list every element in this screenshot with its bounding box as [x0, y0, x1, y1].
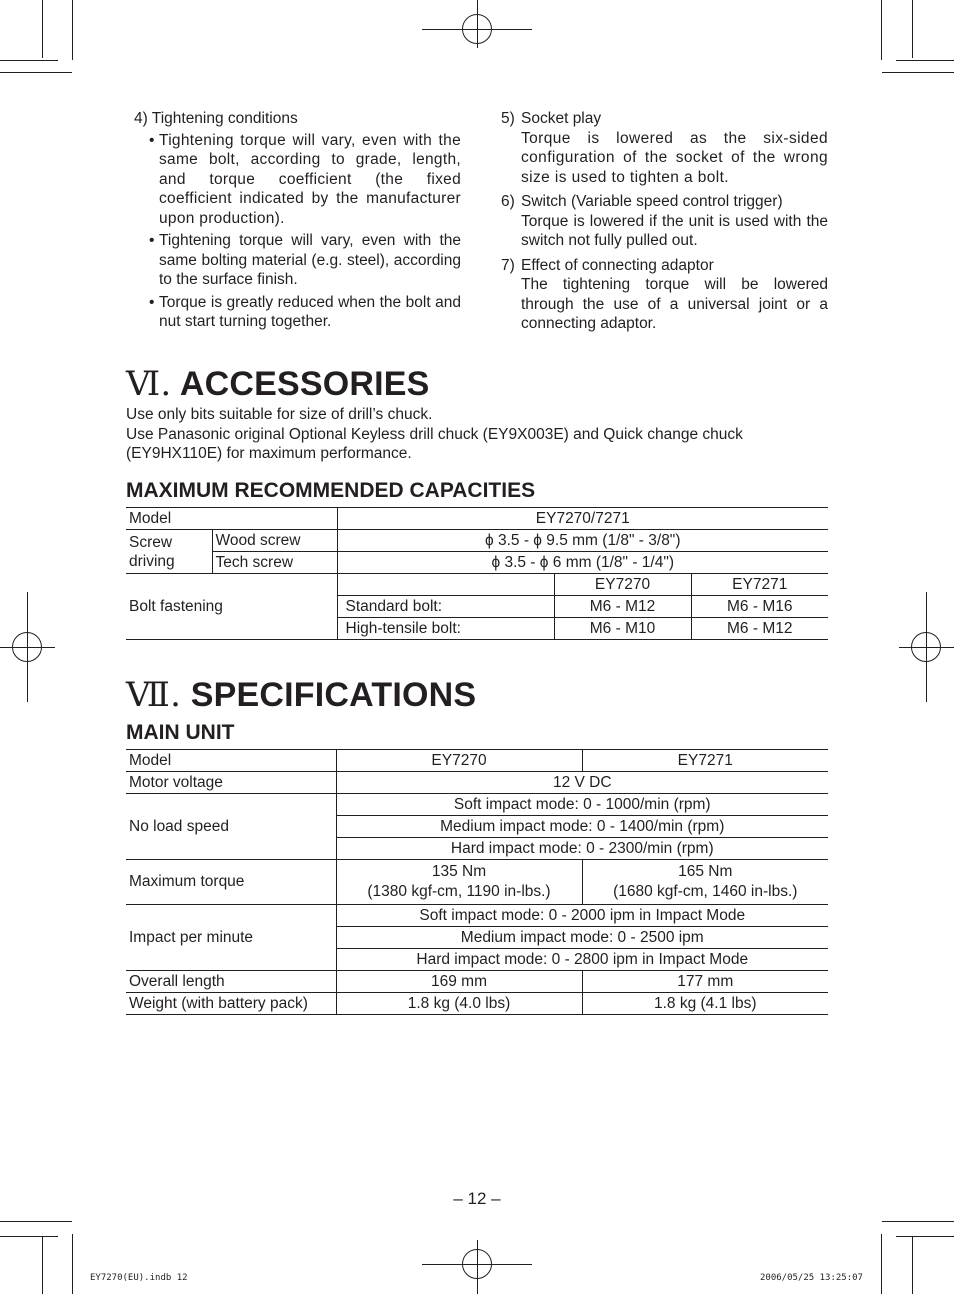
footer-file: EY7270(EU).indb 12	[90, 1273, 188, 1283]
bullet-dot: •	[149, 131, 155, 149]
table-cell: Maximum torque	[126, 860, 336, 905]
capacities-table	[126, 507, 828, 640]
page-number: – 12 –	[453, 1189, 501, 1208]
table-row	[126, 508, 828, 530]
accessories-line: Use Panasonic original Optional Keyless drill chuck (EY9X003E) and Quick change chuck (EY9HX110E) for maximum performance.	[126, 425, 743, 462]
factor-item	[501, 109, 828, 187]
table-cell: 1.8 kg (4.1 lbs)	[582, 993, 828, 1015]
bullet-item	[134, 293, 461, 332]
table-cell: ϕ 3.5 - ϕ 6 mm (1/8" - 1/4")	[337, 552, 828, 574]
factor-item	[501, 256, 828, 334]
table-cell: M6 - M10	[554, 618, 691, 640]
capacities-title: MAXIMUM RECOMMENDED CAPACITIES	[126, 479, 536, 502]
section-title: ACCESSORIES	[179, 365, 430, 403]
specifications-table	[126, 749, 828, 1015]
table-cell: EY7270	[554, 574, 691, 596]
factor-title: Switch (Variable speed control trigger)	[521, 193, 783, 210]
bullet-item	[134, 131, 461, 229]
table-cell: EY7270	[336, 750, 582, 772]
table-row	[126, 993, 828, 1015]
table-cell: M6 - M16	[691, 596, 828, 618]
factor-body: Torque is lowered as the six-sided configuration of the socket of the wrong size is used to tighten a bolt.	[521, 129, 828, 186]
bullet-text: Tightening torque will vary, even with the same bolt, according to grade, length, and torque coefficient (the fixed coefficient indicated by the manufacturer upon production).	[159, 131, 461, 227]
factor-number: 5)	[501, 110, 515, 127]
table-cell: Motor voltage	[126, 772, 336, 794]
table-cell: Hard impact mode: 0 - 2800 ipm in Impact Mode	[336, 949, 828, 971]
accessories-text	[126, 405, 831, 464]
table-cell: Overall length	[126, 971, 336, 993]
factor-title: Effect of connecting adaptor	[521, 256, 714, 274]
table-row	[126, 750, 828, 772]
tightening-heading: 4) Tightening conditions	[134, 110, 298, 127]
table-cell: Soft impact mode: 0 - 2000 ipm in Impact Mode	[336, 905, 828, 927]
table-cell	[582, 860, 828, 905]
torque-factors	[501, 109, 828, 334]
table-cell: 12 V DC	[336, 772, 828, 794]
table-row	[126, 794, 828, 816]
bullet-dot: •	[149, 232, 155, 249]
table-row	[126, 860, 828, 905]
table-row	[126, 552, 828, 574]
table-cell: Weight (with battery pack)	[126, 993, 336, 1015]
section-numeral: Ⅵ.	[126, 364, 172, 404]
factor-item	[501, 192, 828, 251]
table-cell: ϕ 3.5 - ϕ 9.5 mm (1/8" - 3/8")	[337, 530, 828, 552]
table-cell: Standard bolt:	[337, 596, 554, 618]
table-row	[126, 530, 828, 552]
torque-value: 135 Nm	[431, 863, 487, 880]
bullet-text: Tightening torque will vary, even with the same bolting material (e.g. steel), according to the surface finish.	[159, 232, 461, 288]
section-numeral: Ⅶ.	[126, 675, 182, 715]
torque-detail: (1380 kgf-cm, 1190 in-lbs.)	[367, 883, 551, 900]
table-cell: EY7271	[582, 750, 828, 772]
footer-timestamp: 2006/05/25 13:25:07	[760, 1273, 863, 1283]
table-cell: Model	[126, 508, 337, 530]
section-title: SPECIFICATIONS	[190, 676, 477, 714]
table-cell: 1.8 kg (4.0 lbs)	[336, 993, 582, 1015]
table-row	[126, 971, 828, 993]
accessories-line: Use only bits suitable for size of drill’s chuck.	[126, 406, 433, 423]
factor-number: 6)	[501, 193, 515, 210]
bullet-item	[134, 231, 461, 290]
table-cell: Soft impact mode: 0 - 1000/min (rpm)	[336, 794, 828, 816]
main-unit-title: MAIN UNIT	[126, 721, 235, 744]
table-cell: Tech screw	[212, 552, 337, 574]
torque-value: 165 Nm	[678, 863, 733, 880]
table-cell: Impact per minute	[126, 905, 336, 971]
table-cell	[337, 574, 554, 596]
table-row	[126, 772, 828, 794]
table-cell: Screw driving	[126, 530, 212, 574]
table-cell: Medium impact mode: 0 - 1400/min (rpm)	[336, 816, 828, 838]
table-cell: Model	[126, 750, 336, 772]
factor-number: 7)	[501, 256, 515, 274]
table-cell: Wood screw	[212, 530, 337, 552]
tightening-conditions	[134, 109, 461, 332]
table-cell: EY7271	[691, 574, 828, 596]
table-cell: Hard impact mode: 0 - 2300/min (rpm)	[336, 838, 828, 860]
table-cell: M6 - M12	[691, 618, 828, 640]
factor-title: Socket play	[521, 110, 602, 127]
factor-body: Torque is lowered if the unit is used with the switch not fully pulled out.	[521, 212, 828, 249]
table-cell	[336, 860, 582, 905]
torque-detail: (1680 kgf-cm, 1460 in-lbs.)	[613, 883, 798, 900]
table-cell: EY7270/7271	[337, 508, 828, 530]
table-cell: High-tensile bolt:	[337, 618, 554, 640]
table-row	[126, 574, 828, 596]
table-cell: Medium impact mode: 0 - 2500 ipm	[336, 927, 828, 949]
table-cell: 169 mm	[336, 971, 582, 993]
table-cell: Bolt fastening	[126, 574, 337, 640]
factor-body: The tightening torque will be lowered through the use of a universal joint or a connecting adaptor.	[521, 276, 828, 332]
table-row	[126, 905, 828, 927]
table-cell: No load speed	[126, 794, 336, 860]
bullet-dot: •	[149, 293, 155, 311]
accessories-heading	[126, 365, 430, 403]
table-cell: 177 mm	[582, 971, 828, 993]
specifications-heading	[126, 676, 476, 714]
table-cell: M6 - M12	[554, 596, 691, 618]
bullet-text: Torque is greatly reduced when the bolt and nut start turning together.	[159, 293, 461, 330]
